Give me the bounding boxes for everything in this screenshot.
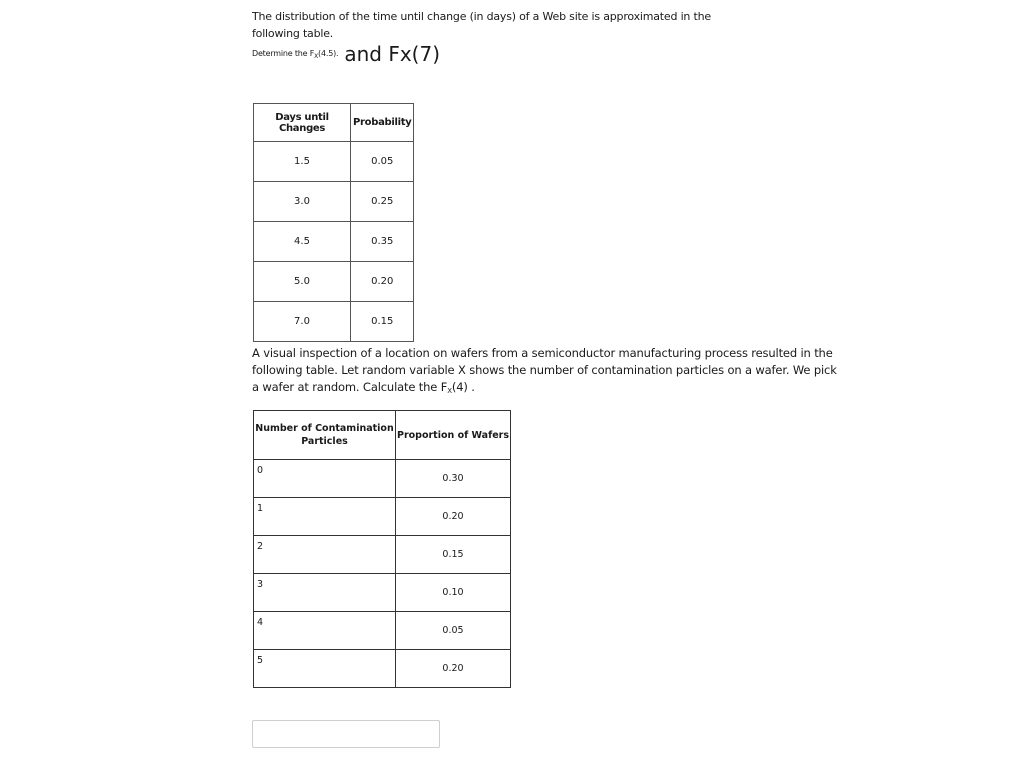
table2-cell-particles: 5 xyxy=(254,650,396,688)
table1-cell-probability: 0.25 xyxy=(351,182,414,222)
table2-cell-proportion: 0.20 xyxy=(396,650,511,688)
table1-cell-days: 7.0 xyxy=(254,302,351,342)
question2-text: A visual inspection of a location on wafers from a semiconductor manufacturing process resulted in the following table. Let random variable X shows the number of contamination particles on a wafer. We pick a wafer at random. Calculate the $F_X(4)$ . xyxy=(252,346,837,395)
table-row xyxy=(254,182,414,222)
table2-cell-proportion: 0.30 xyxy=(396,460,511,498)
table2-cell-particles: 3 xyxy=(254,574,396,612)
table-row xyxy=(254,650,511,688)
table1-cell-probability: 0.15 xyxy=(351,302,414,342)
contamination-table xyxy=(253,410,511,688)
table-row xyxy=(254,574,511,612)
table2-cell-particles: 0 xyxy=(254,460,396,498)
table-row xyxy=(254,142,414,182)
days-probability-table xyxy=(253,103,414,342)
determine-text: Determine the $F_X(4.5)$. xyxy=(252,48,339,60)
table2-cell-proportion: 0.15 xyxy=(396,536,511,574)
table1-cell-days: 4.5 xyxy=(254,222,351,262)
table1-cell-probability: 0.35 xyxy=(351,222,414,262)
table2-header-particles: Number of Contamination Particles xyxy=(254,411,396,460)
table-row xyxy=(254,302,414,342)
table1-cell-days: 1.5 xyxy=(254,142,351,182)
answer-input[interactable] xyxy=(252,720,440,748)
determine-big-text: and Fx(7) xyxy=(344,42,441,66)
determine-line xyxy=(252,42,440,66)
table-row xyxy=(254,612,511,650)
table1-header-probability: Probability xyxy=(351,104,414,142)
table2-cell-proportion: 0.20 xyxy=(396,498,511,536)
table2-header-proportion: Proportion of Wafers xyxy=(396,411,511,460)
table-row xyxy=(254,222,414,262)
table2-cell-proportion: 0.05 xyxy=(396,612,511,650)
table1-cell-days: 5.0 xyxy=(254,262,351,302)
question-intro: The distribution of the time until change (in days) of a Web site is approximated in the following table. xyxy=(252,10,711,40)
table-row xyxy=(254,536,511,574)
table2-cell-particles: 2 xyxy=(254,536,396,574)
table2-cell-particles: 4 xyxy=(254,612,396,650)
table1-header-days: Days until Changes xyxy=(254,104,351,142)
table1-cell-probability: 0.05 xyxy=(351,142,414,182)
table1-cell-days: 3.0 xyxy=(254,182,351,222)
table-row xyxy=(254,262,414,302)
table2-cell-proportion: 0.10 xyxy=(396,574,511,612)
table2-cell-particles: 1 xyxy=(254,498,396,536)
table-row xyxy=(254,498,511,536)
table-row xyxy=(254,460,511,498)
table1-cell-probability: 0.20 xyxy=(351,262,414,302)
